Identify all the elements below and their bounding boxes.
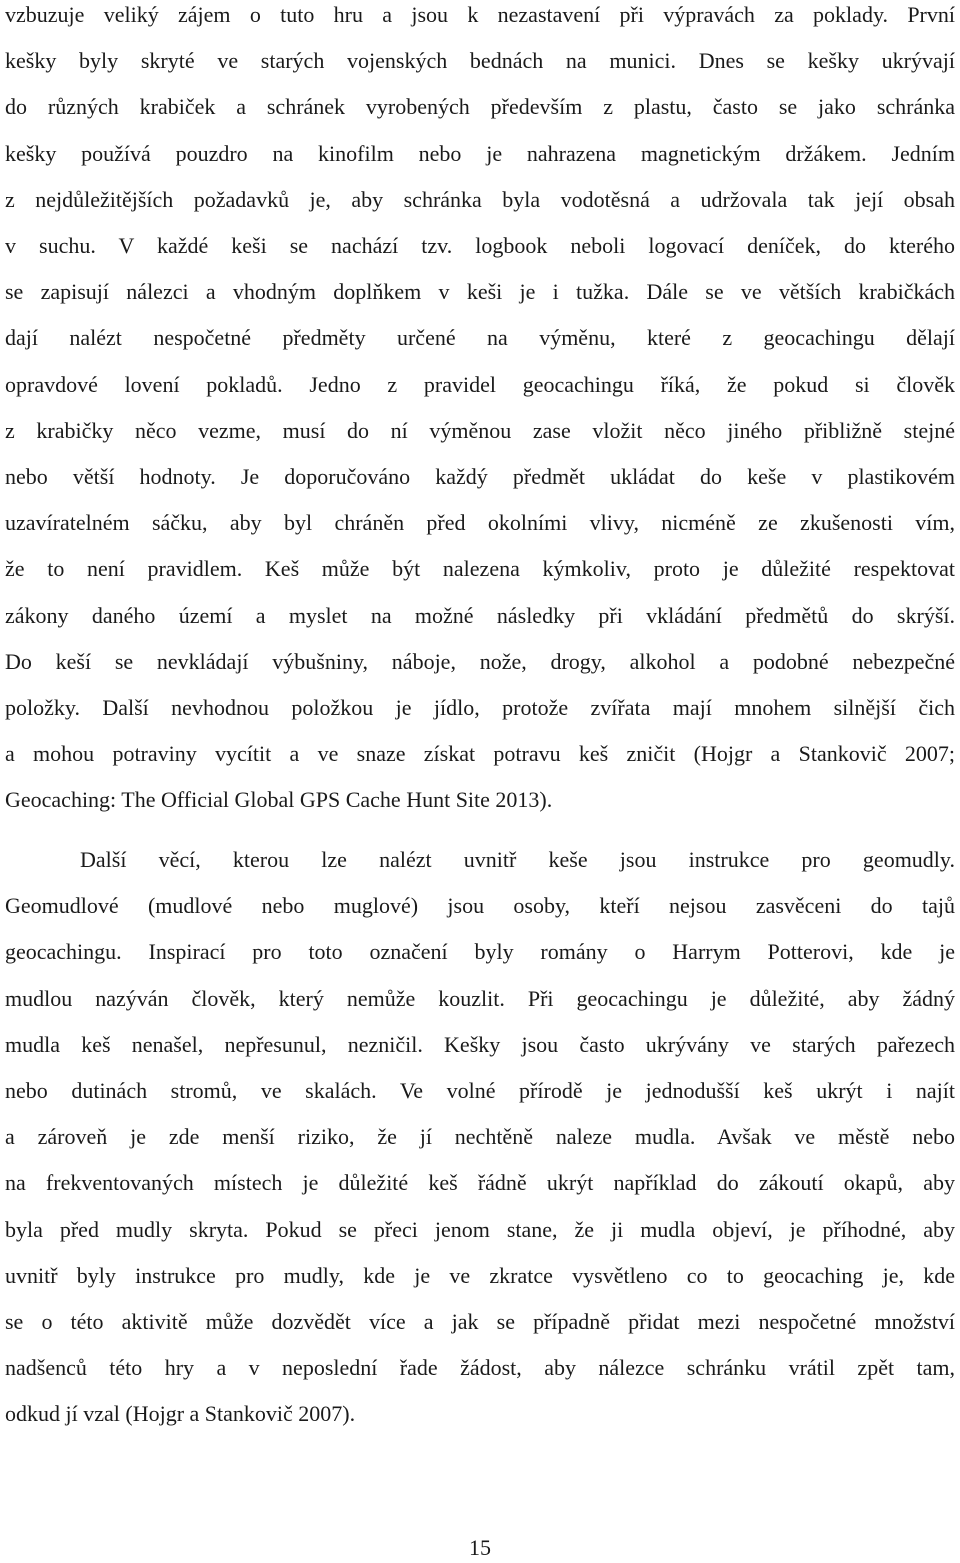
- text-line: uvnitř byly instrukce pro mudly, kde je ve zkratce vysvětleno co to geocaching je, kde: [5, 1262, 955, 1288]
- text-line: kešky byly skryté ve starých vojenských bednách na munici. Dnes se kešky ukrývají: [5, 48, 955, 74]
- text-line: z nejdůležitějších požadavků je, aby schránka byla vodotěsná a udržovala tak její obsah: [5, 186, 955, 212]
- text-line: Do keší se nevkládají výbušniny, náboje, nože, drogy, alkohol a podobné nebezpečné: [5, 648, 955, 674]
- text-line: v suchu. V každé keši se nachází tzv. logbook neboli logovací deníček, do kterého: [5, 233, 955, 258]
- text-line: na frekventovaných místech je důležité keš řádně ukrýt například do zákoutí okapů, aby: [5, 1170, 955, 1196]
- text-line: opravdové lovení pokladů. Jedno z pravidel geocachingu říká, že pokud si člověk: [5, 371, 955, 397]
- text-line: uzavíratelném sáčku, aby byl chráněn před okolními vlivy, nicméně ze zkušenosti vím,: [5, 510, 955, 536]
- text-line: mudlou nazýván člověk, který nemůže kouzlit. Při geocachingu je důležité, aby žádný: [5, 985, 955, 1011]
- text-line: geocachingu. Inspirací pro toto označení byly romány o Harrym Potterovi, kde je: [5, 939, 955, 965]
- text-line: vzbuzuje veliký zájem o tuto hru a jsou k nezastavení při výpravách za poklady. První: [5, 2, 955, 27]
- text-line: položky. Další nevhodnou položkou je jídlo, protože zvířata mají mnohem silnější čich: [5, 695, 955, 720]
- text-line: zákony daného území a myslet na možné následky při vkládání předmětů do skrýší.: [5, 602, 955, 628]
- text-line: nebo větší hodnoty. Je doporučováno každý předmět ukládat do keše v plastikovém: [5, 464, 955, 489]
- text-line: že to není pravidlem. Keš může být nalezena kýmkoliv, proto je důležité respektovat: [5, 556, 955, 582]
- page-number: 15: [469, 1535, 491, 1560]
- text-line: Další věcí, kterou lze nalézt uvnitř keše jsou instrukce pro geomudly.: [80, 847, 955, 872]
- text-line: kešky používá pouzdro na kinofilm nebo je nahrazena magnetickým držákem. Jedním: [5, 140, 955, 166]
- text-line: nebo dutinách stromů, ve skalách. Ve volné přírodě je jednodušší keš ukrýt i najít: [5, 1078, 955, 1103]
- text-line: odkud jí vzal (Hojgr a Stankovič 2007).: [5, 1401, 356, 1427]
- text-line: do různých krabiček a schránek vyrobených především z plastu, často se jako schránka: [5, 94, 955, 120]
- text-line: Geomudlové (mudlové nebo muglové) jsou osoby, kteří nejsou zasvěceni do tajů: [5, 893, 955, 919]
- text-line: mudla keš nenašel, nepřesunul, nezničil. Kešky jsou často ukrývány ve starých pařezech: [5, 1031, 955, 1057]
- text-line: se o této aktivitě může dozvědět více a jak se případně přidat mezi nespočetné množství: [5, 1309, 955, 1334]
- text-line: byla před mudly skryta. Pokud se přeci jenom stane, že ji mudla objeví, je příhodné, aby: [5, 1216, 955, 1242]
- text-line: Geocaching: The Official Global GPS Cache Hunt Site 2013).: [5, 787, 553, 813]
- text-line: dají nalézt nespočetné předměty určené na výměnu, které z geocachingu dělají: [5, 325, 955, 351]
- text-line: a mohou potraviny vycítit a ve snaze získat potravu keš zničit (Hojgr a Stankovič 2007;: [5, 741, 955, 767]
- text-line: se zapisují nálezci a vhodným doplňkem v keši je i tužka. Dále se ve větších krabičkách: [5, 279, 955, 305]
- text-line: z krabičky něco vezme, musí do ní výměnou zase vložit něco jiného přibližně stejné: [5, 417, 955, 443]
- text-line: a zároveň je zde menší riziko, že jí nechtěně naleze mudla. Avšak ve městě nebo: [5, 1124, 955, 1150]
- text-line: nadšenců této hry a v neposlední řade žádost, aby nálezce schránku vrátil zpět tam,: [5, 1355, 955, 1381]
